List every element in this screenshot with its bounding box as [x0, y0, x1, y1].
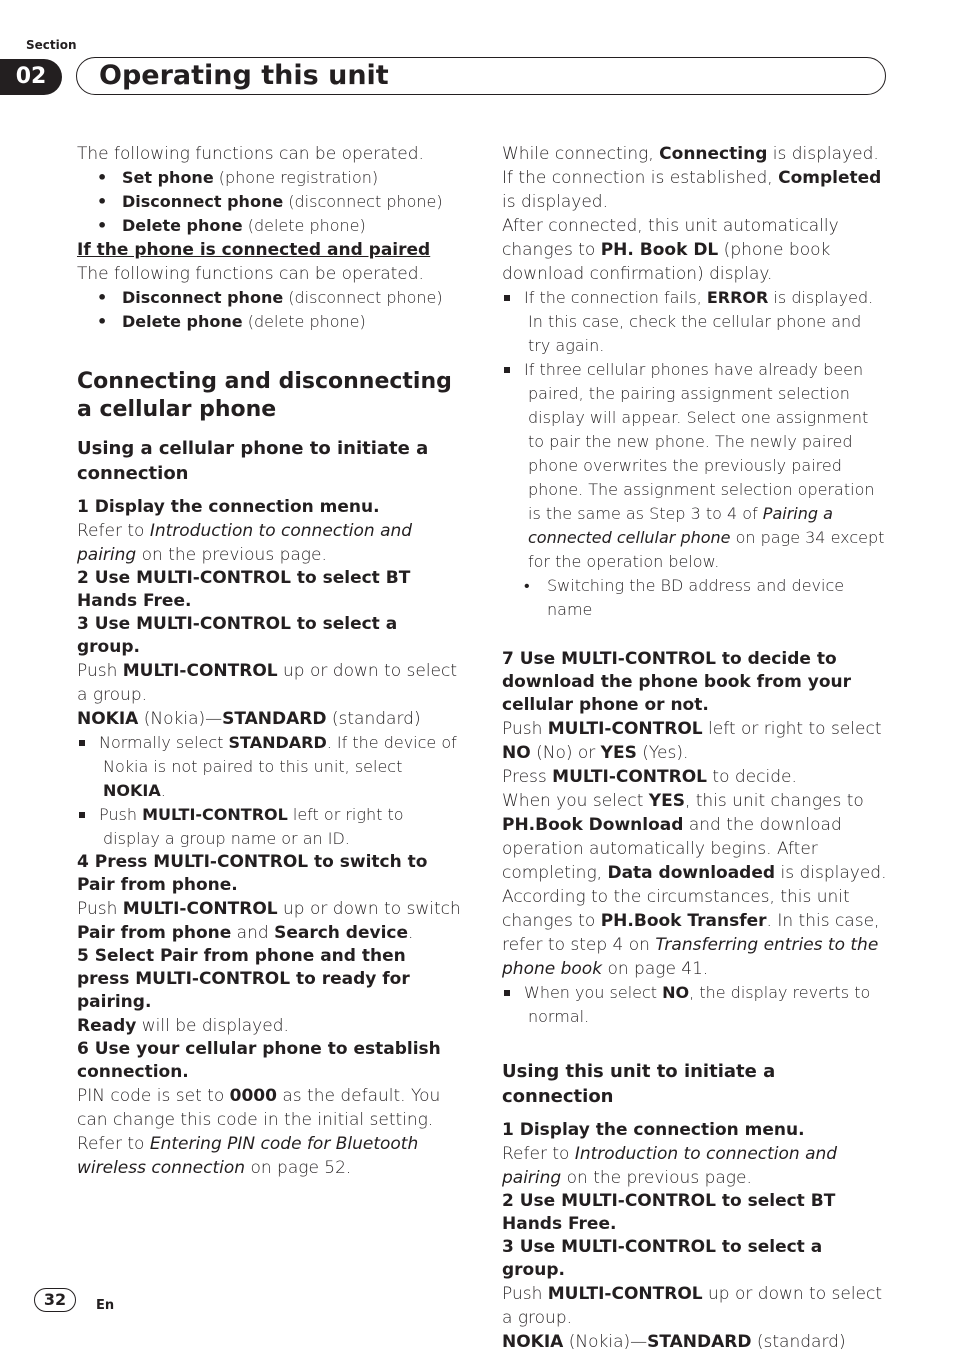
step-7-text: When you select YES, this unit changes to PH.Book Download and the download operation automatically begins. After completing, Data downloaded is displayed. — [502, 791, 887, 883]
step-1-text: Refer to Introduction to connection and pairing on the previous page. — [502, 1144, 838, 1188]
step-3-options: NOKIA (Nokia)—STANDARD (standard) — [77, 709, 421, 729]
step-4-heading: 4 Press MULTI-CONTROL to switch to Pair from phone. — [77, 852, 428, 895]
paired-heading: If the phone is connected and paired — [77, 240, 431, 260]
function-list — [77, 166, 463, 238]
section-number-badge: 02 — [0, 59, 62, 95]
step-5-heading: 5 Select Pair from phone and then press MULTI-CONTROL to ready for pairing. — [77, 946, 410, 1012]
subsection-heading: Using this unit to initiate a connection — [502, 1061, 776, 1107]
step-3-heading: 3 Use MULTI-CONTROL to select a group. — [77, 614, 398, 657]
title-bar — [76, 57, 886, 95]
paragraph: While connecting, Connecting is displayed. If the connection is established, Completed is displayed. — [502, 144, 882, 212]
subsection-heading: Using a cellular phone to initiate a connection — [77, 438, 429, 484]
note: If three cellular phones have already been paired, the pairing assignment selection display will appear. Select one assignment to pair the new phone. The newly paired phone overwrites the previously paired phone. The assignment selection operation is the same as Step 3 to 4 of Pairing a connected cellular phone on page 34 except for the operation below. — [502, 358, 888, 574]
step-7-text: Push MULTI-CONTROL left or right to select NO (No) or YES (Yes). — [502, 719, 882, 763]
list-item: • Switching the BD address and device name — [502, 574, 888, 622]
square-bullet-icon — [79, 812, 85, 818]
step-3-heading: 3 Use MULTI-CONTROL to select a group. — [502, 1237, 823, 1280]
step-5-text: Ready will be displayed. — [77, 1016, 289, 1036]
note: Normally select STANDARD. If the device of Nokia is not paired to this unit, select NOKIA. — [77, 731, 463, 803]
note: When you select NO, the display reverts to normal. — [502, 981, 888, 1029]
section-label: Section — [26, 38, 77, 52]
step-7-heading: 7 Use MULTI-CONTROL to decide to download the phone book from your cellular phone or not. — [502, 649, 851, 715]
step-3-text: Push MULTI-CONTROL up or down to select a group. — [77, 661, 458, 705]
step-4-text: Push MULTI-CONTROL up or down to switch Pair from phone and Search device. — [77, 899, 461, 943]
square-bullet-icon — [504, 367, 510, 373]
note: Push MULTI-CONTROL left or right to display a group name or an ID. — [77, 803, 463, 851]
page-number: 32 — [34, 1288, 76, 1312]
sub-list — [502, 574, 888, 622]
step-7-text: According to the circumstances, this unit changes to PH.Book Transfer. In this case, refer to step 4 on Transferring entries to the phone book on page 41. — [502, 887, 880, 979]
right-column — [502, 142, 888, 1354]
section-heading: Connecting and disconnecting a cellular phone — [77, 369, 452, 422]
left-column — [77, 142, 463, 1180]
note: If the connection fails, ERROR is displayed. In this case, check the cellular phone and try again. — [502, 286, 888, 358]
language-label: En — [96, 1298, 115, 1313]
paired-intro: The following functions can be operated. — [77, 264, 424, 284]
list-item: • Delete phone (delete phone) — [77, 214, 463, 238]
step-7-text: Press MULTI-CONTROL to decide. — [502, 767, 797, 787]
list-item: • Disconnect phone (disconnect phone) — [77, 286, 463, 310]
step-1-heading: 1 Display the connection menu. — [77, 497, 380, 517]
step-6-heading: 6 Use your cellular phone to establish connection. — [77, 1039, 441, 1082]
paired-function-list — [77, 286, 463, 334]
step-3-options: NOKIA (Nokia)—STANDARD (standard) — [502, 1332, 846, 1352]
square-bullet-icon — [504, 990, 510, 996]
paragraph: After connected, this unit automatically changes to PH. Book DL (phone book download confirmation) display. — [502, 216, 839, 284]
list-item: • Delete phone (delete phone) — [77, 310, 463, 334]
step-1-heading: 1 Display the connection menu. — [502, 1120, 805, 1140]
step-6-text: PIN code is set to 0000 as the default. You can change this code in the initial setting. Refer to Entering PIN code for Bluetooth wireless connection on page 52. — [77, 1086, 441, 1178]
square-bullet-icon — [504, 295, 510, 301]
step-3-text: Push MULTI-CONTROL up or down to select a group. — [502, 1284, 883, 1328]
step-1-text: Refer to Introduction to connection and pairing on the previous page. — [77, 521, 413, 565]
step-2-heading: 2 Use MULTI-CONTROL to select BT Hands Free. — [502, 1191, 836, 1234]
step-2-heading: 2 Use MULTI-CONTROL to select BT Hands Free. — [77, 568, 411, 611]
square-bullet-icon — [79, 740, 85, 746]
intro-text: The following functions can be operated. — [77, 144, 424, 164]
list-item: • Set phone (phone registration) — [77, 166, 463, 190]
page-title: Operating this unit — [99, 60, 389, 91]
list-item: • Disconnect phone (disconnect phone) — [77, 190, 463, 214]
